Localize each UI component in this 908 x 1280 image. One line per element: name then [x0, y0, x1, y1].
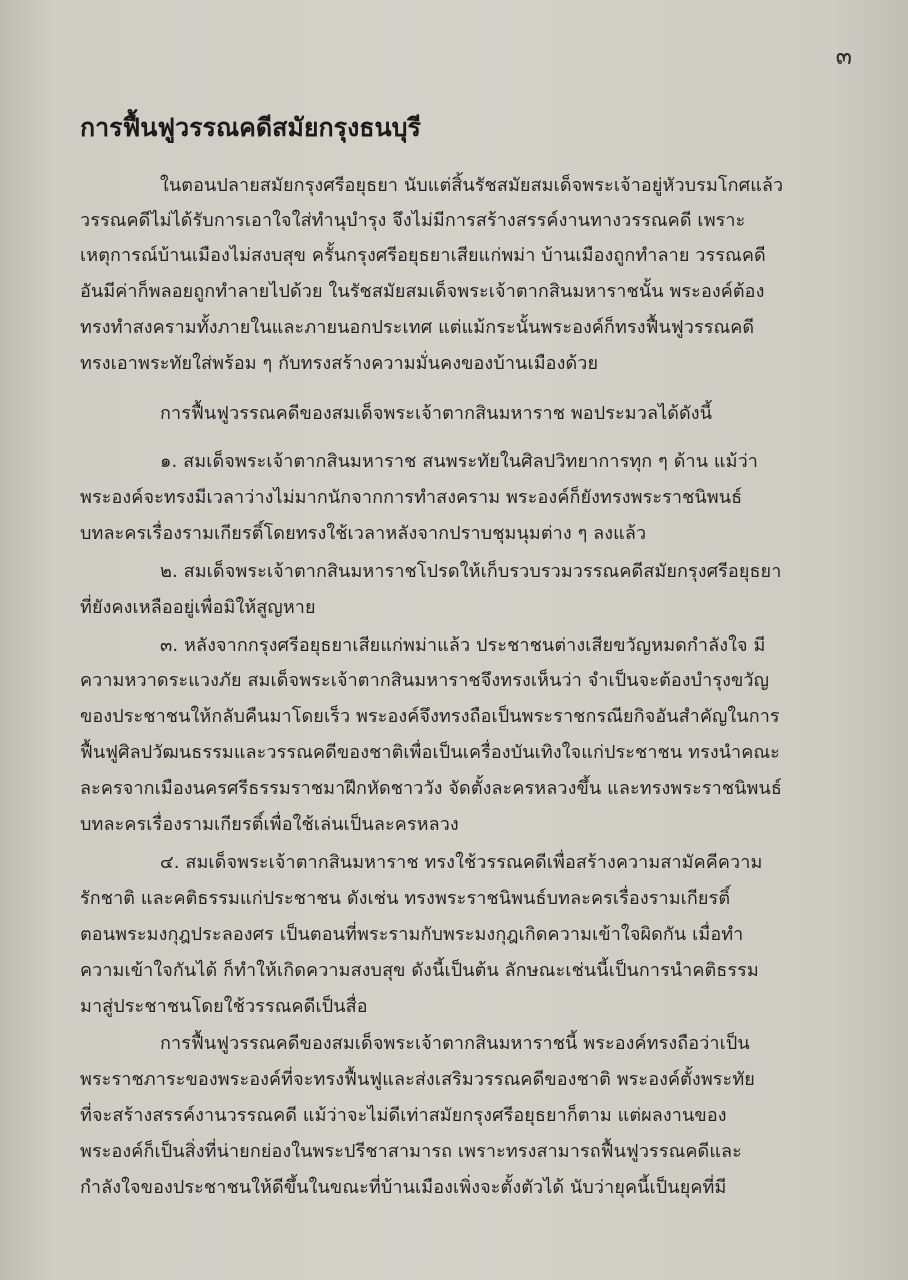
text-line: ที่จะสร้างสรรค์งานวรรณคดี แม้ว่าจะไม่ดีเท่าสมัยกรุงศรีอยุธยาก็ตาม แต่ผลงานของ [80, 1105, 727, 1126]
text-line: ละครจากเมืองนครศรีธรรมราชมาฝึกหัดชาววัง จัดตั้งละครหลวงขึ้น และทรงพระราชนิพนธ์ [80, 778, 783, 799]
text-line: บทละครเรื่องรามเกียรติ์เพื่อใช้เล่นเป็นละครหลวง [80, 814, 459, 835]
text-line: ตอนพระมงกุฎประลองศร เป็นตอนที่พระรามกับพระมงกุฎเกิดความเข้าใจผิดกัน เมื่อทำ [80, 924, 744, 945]
text-line: มาสู่ประชาชนโดยใช้วรรณคดีเป็นสื่อ [80, 996, 368, 1017]
text-line: กำลังใจของประชาชนให้ดีขึ้นในขณะที่บ้านเมืองเพิ่งจะตั้งตัวได้ นับว่ายุคนี้เป็นยุคที่มี [80, 1177, 727, 1198]
section-heading: การฟื้นฟูวรรณคดีสมัยกรุงธนบุรี [80, 113, 421, 142]
text-line: ความเข้าใจกันได้ ก็ทำให้เกิดความสงบสุข ดังนี้เป็นต้น ลักษณะเช่นนี้เป็นการนำคติธรรม [80, 960, 759, 981]
text-line: พระราชภาระของพระองค์ที่จะทรงฟื้นฟูและส่งเสริมวรรณคดีของชาติ พระองค์ตั้งพระทัย [80, 1069, 755, 1090]
text-line: พระองค์ก็เป็นสิ่งที่น่ายกย่องในพระปรีชาสามารถ เพราะทรงสามารถฟื้นฟูวรรณคดีและ [80, 1141, 742, 1162]
text-line: ๑. สมเด็จพระเจ้าตากสินมหาราช สนพระทัยในศิลปวิทยาการทุก ๆ ด้าน แม้ว่า [160, 451, 759, 472]
text-line: พระองค์จะทรงมีเวลาว่างไม่มากนักจากการทำสงคราม พระองค์ก็ยังทรงพระราชนิพนธ์ [80, 487, 743, 508]
text-line: การฟื้นฟูวรรณคดีของสมเด็จพระเจ้าตากสินมหาราช พอประมวลได้ดังนี้ [160, 403, 713, 424]
text-line: ที่ยังคงเหลืออยู่เพื่อมิให้สูญหาย [80, 597, 316, 618]
text-line: ทรงเอาพระทัยใส่พร้อม ๆ กับทรงสร้างความมั่นคงของบ้านเมืองด้วย [80, 353, 599, 374]
text-line: เหตุการณ์บ้านเมืองไม่สงบสุข ครั้นกรุงศรีอยุธยาเสียแก่พม่า บ้านเมืองถูกทำลาย วรรณคดี [80, 245, 766, 266]
text-line: ทรงทำสงครามทั้งภายในและภายนอกประเทศ แต่แม้กระนั้นพระองค์ก็ทรงฟื้นฟูวรรณคดี [80, 317, 755, 338]
text-line: วรรณคดีไม่ได้รับการเอาใจใส่ทำนุบำรุง จึงไม่มีการสร้างสรรค์งานทางวรรณคดี เพราะ [80, 210, 746, 231]
text-line: ๓. หลังจากกรุงศรีอยุธยาเสียแก่พม่าแล้ว ประชาชนต่างเสียขวัญหมดกำลังใจ มี [160, 635, 766, 656]
text-line: รักชาติ และคติธรรมแก่ประชาชน ดังเช่น ทรงพระราชนิพนธ์บทละครเรื่องรามเกียรติ์ [80, 888, 731, 909]
text-line: ในตอนปลายสมัยกรุงศรีอยุธยา นับแต่สิ้นรัชสมัยสมเด็จพระเจ้าอยู่หัวบรมโกศแล้ว [160, 175, 784, 196]
page-number: ๓ [835, 42, 852, 70]
text-line: อันมีค่าก็พลอยถูกทำลายไปด้วย ในรัชสมัยสมเด็จพระเจ้าตากสินมหาราชนั้น พระองค์ต้อง [80, 281, 765, 302]
text-line: ความหวาดระแวงภัย สมเด็จพระเจ้าตากสินมหาราชจึงทรงเห็นว่า จำเป็นจะต้องบำรุงขวัญ [80, 670, 770, 691]
text-line: การฟื้นฟูวรรณคดีของสมเด็จพระเจ้าตากสินมหาราชนี้ พระองค์ทรงถือว่าเป็น [160, 1033, 750, 1054]
text-line: บทละครเรื่องรามเกียรติ์โดยทรงใช้เวลาหลังจากปราบชุมนุมต่าง ๆ ลงแล้ว [80, 523, 647, 544]
text-line: ของประชาชนให้กลับคืนมาโดยเร็ว พระองค์จึงทรงถือเป็นพระราชกรณียกิจอันสำคัญในการ [80, 706, 780, 727]
text-line: ฟื้นฟูศิลปวัฒนธรรมและวรรณคดีของชาติเพื่อเป็นเครื่องบันเทิงใจแก่ประชาชน ทรงนำคณะ [80, 742, 780, 763]
text-line: ๒. สมเด็จพระเจ้าตากสินมหาราชโปรดให้เก็บรวบรวมวรรณคดีสมัยกรุงศรีอยุธยา [160, 561, 782, 582]
text-line: ๔. สมเด็จพระเจ้าตากสินมหาราช ทรงใช้วรรณคดีเพื่อสร้างความสามัคคีความ [160, 852, 763, 873]
